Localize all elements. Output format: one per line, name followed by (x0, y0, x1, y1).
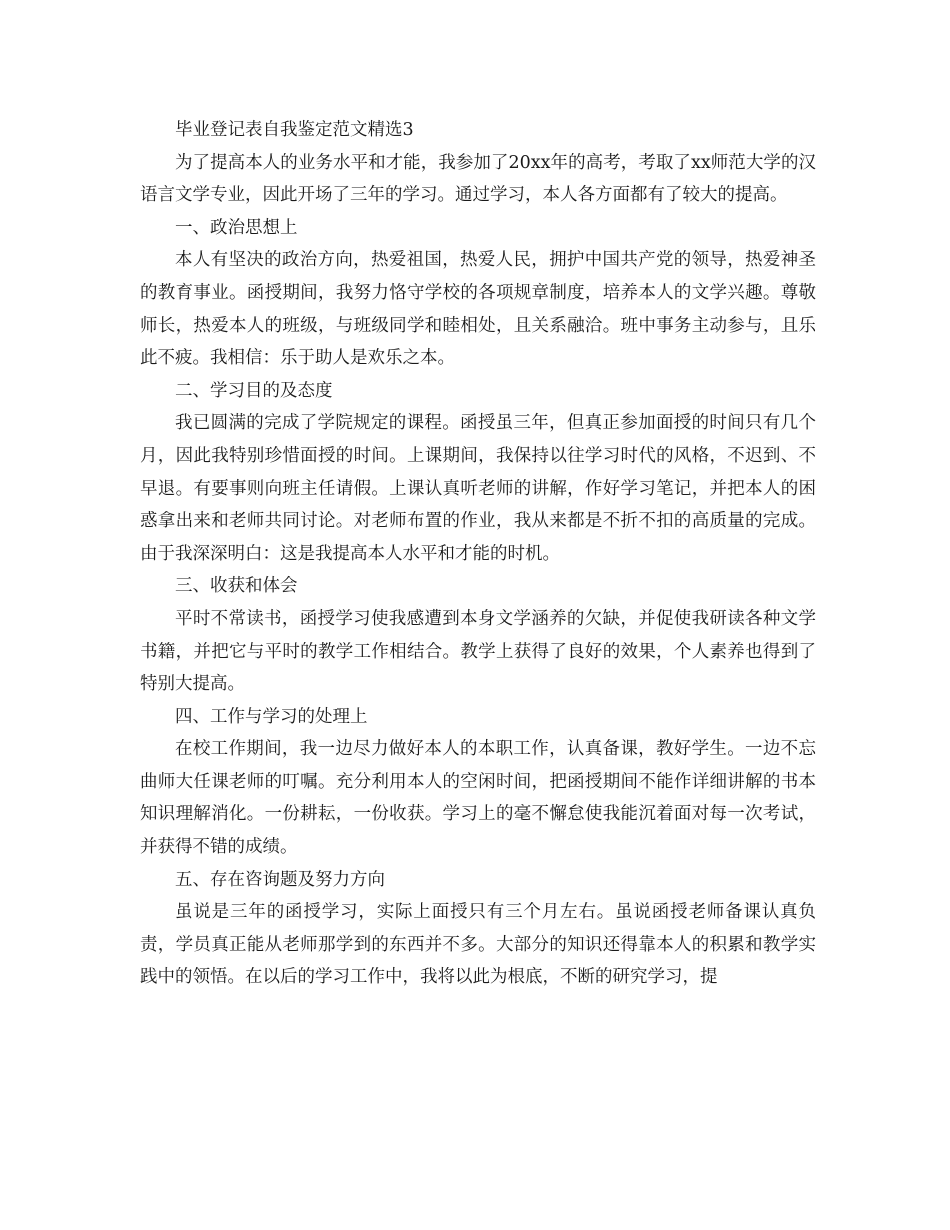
gains-paragraph: 平时不常读书，函授学习使我感遭到本身文学涵养的欠缺，并促使我研读各种文学书籍，并把它与平时的教学工作相结合。教学上获得了良好的效果，个人素养也得到了特别大提高。 (140, 608, 816, 695)
intro-paragraph: 为了提高本人的业务水平和才能，我参加了20xx年的高考，考取了xx师范大学的汉语言文学专业，因此开场了三年的学习。通过学习，本人各方面都有了较大的提高。 (140, 152, 816, 206)
document-title: 毕业登记表自我鉴定范文精选3 (175, 120, 414, 140)
work-study-paragraph: 在校工作期间，我一边尽力做好本人的本职工作，认真备课，教好学生。一边不忘曲师大任课老师的叮嘱。充分利用本人的空闲时间，把函授期间不能作详细讲解的书本知识理解消化。一份耕耘，一份收获。学习上的毫不懈怠使我能沉着面对每一次考试，并获得不错的成绩。 (140, 739, 816, 858)
section-heading-gains: 三、收获和体会 (175, 576, 298, 597)
section-heading-problems: 五、存在咨询题及努力方向 (175, 869, 385, 890)
section-heading-politics: 一、政治思想上 (175, 217, 298, 238)
politics-paragraph: 本人有坚决的政治方向，热爱祖国，热爱人民，拥护中国共产党的领导，热爱神圣的教育事业。函授期间，我努力恪守学校的各项规章制度，培养本人的文学兴趣。尊敬师长，热爱本人的班级，与班级同学和睦相处，且关系融洽。班中事务主动参与，且乐此不疲。我相信：乐于助人是欢乐之本。 (140, 250, 816, 369)
section-heading-work-study: 四、工作与学习的处理上 (175, 706, 368, 727)
problems-paragraph: 虽说是三年的函授学习，实际上面授只有三个月左右。虽说函授老师备课认真负责，学员真正能从老师那学到的东西并不多。大部分的知识还得靠本人的积累和教学实践中的领悟。在以后的学习工作中，我将以此为根底，不断的研究学习，提 (140, 902, 816, 988)
study-attitude-paragraph: 我已圆满的完成了学院规定的课程。函授虽三年，但真正参加面授的时间只有几个月，因此我特别珍惜面授的时间。上课期间，我保持以往学习时代的风格，不迟到、不早退。有要事则向班主任请假。上课认真听老师的讲解，作好学习笔记，并把本人的困惑拿出来和老师共同讨论。对老师布置的作业，我从来都是不折不扣的高质量的完成。由于我深深明白：这是我提高本人水平和才能的时机。 (140, 413, 816, 564)
section-heading-study-attitude: 二、学习目的及态度 (175, 380, 333, 401)
document-body (140, 114, 816, 994)
